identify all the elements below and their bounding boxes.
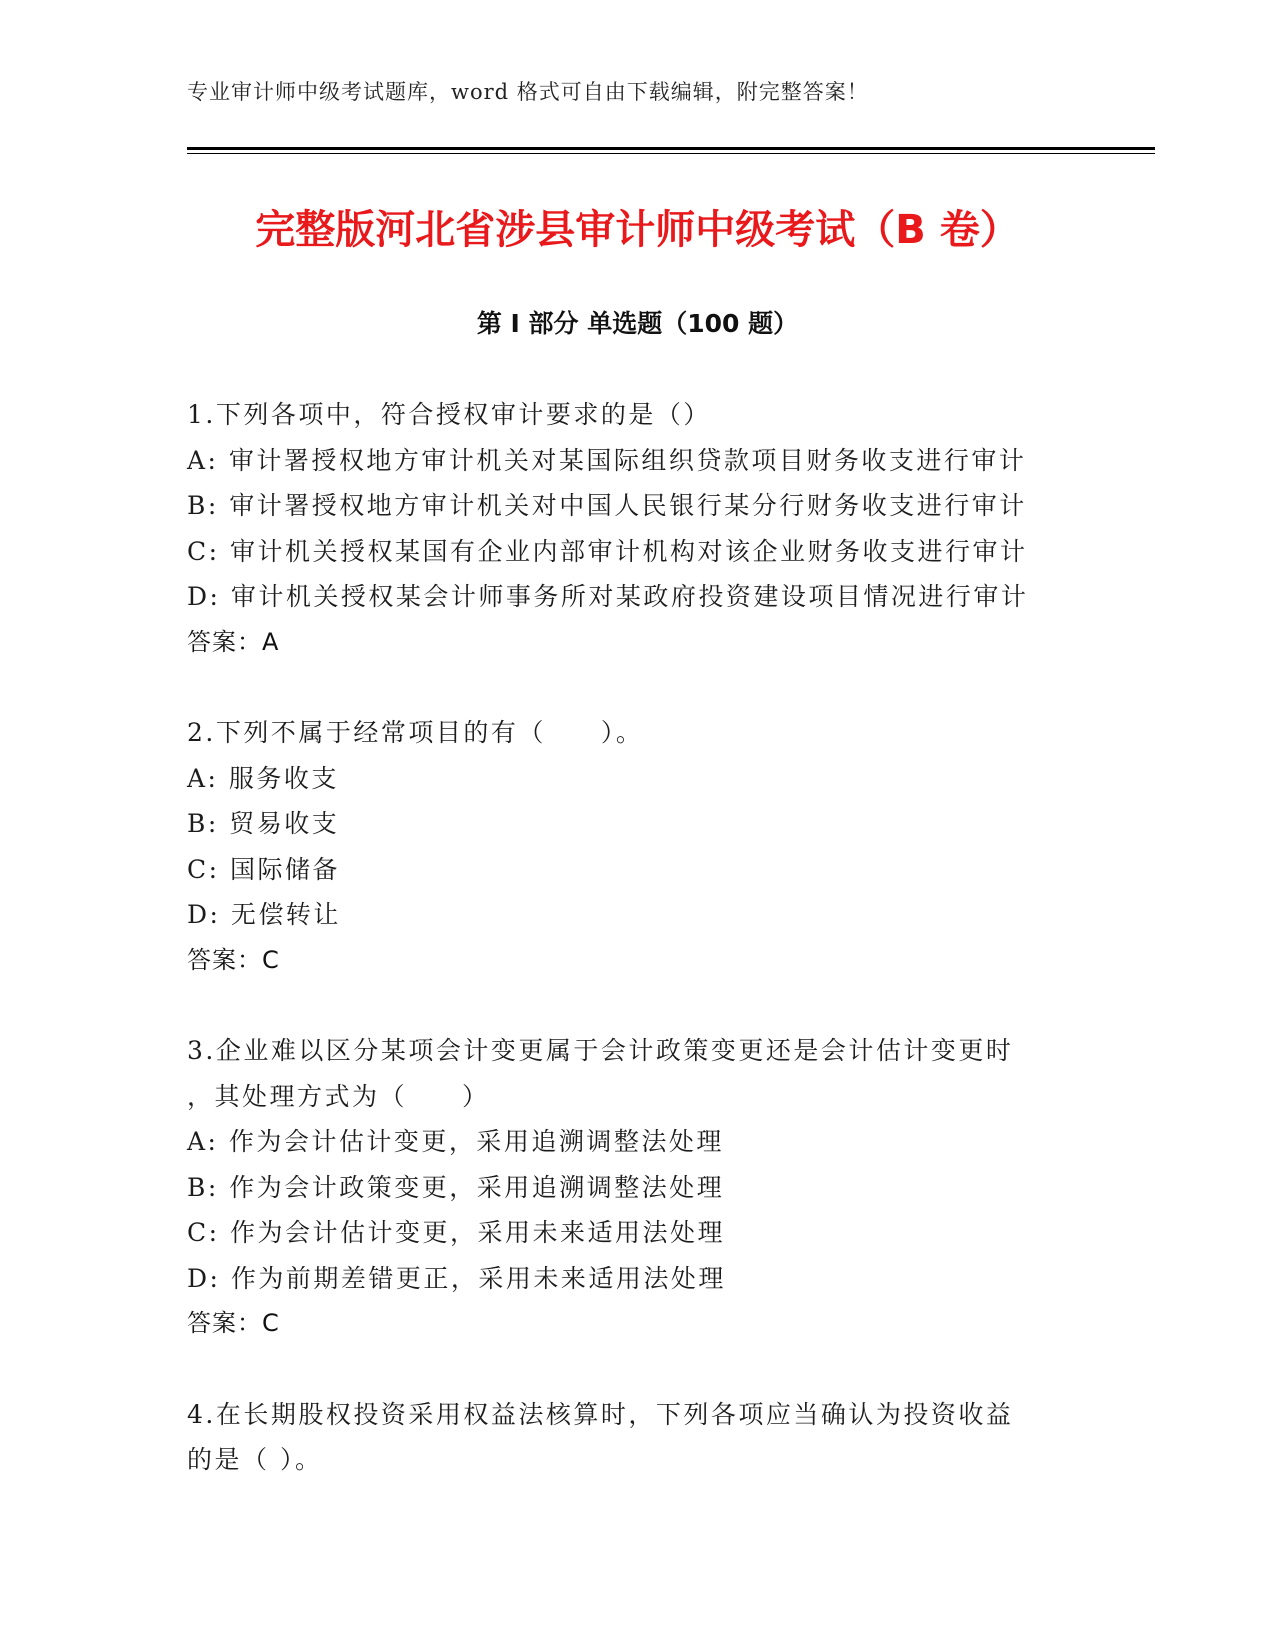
answer: 答案：C (187, 945, 280, 974)
question-4 (187, 1392, 1087, 1483)
answer: 答案：A (187, 627, 280, 656)
option-c: C: 审计机关授权某国有企业内部审计机构对该企业财务收支进行审计 (187, 536, 1028, 566)
question-stem: 1.下列各项中，符合授权审计要求的是（） (187, 400, 711, 429)
answer: 答案：C (187, 1309, 280, 1337)
option-a: A: 服务收支 (187, 763, 339, 793)
question-list (187, 392, 1087, 1528)
question-1 (187, 392, 1087, 665)
question-3 (187, 1028, 1087, 1347)
option-c: C: 作为会计估计变更，采用未来适用法处理 (187, 1218, 725, 1247)
header-note: 专业审计师中级考试题库，word 格式可自由下载编辑，附完整答案！ (187, 80, 869, 104)
document-title: 完整版河北省涉县审计师中级考试（B 卷） (255, 207, 1020, 253)
option-b: B: 作为会计政策变更，采用追溯调整法处理 (187, 1172, 725, 1202)
option-b: B: 审计署授权地方审计机关对中国人民银行某分行财务收支进行审计 (187, 491, 1027, 520)
question-stem-continued: 的是（ ）。 (187, 1445, 323, 1474)
option-a: A: 审计署授权地方审计机关对某国际组织贷款项目财务收支进行审计 (187, 445, 1027, 475)
question-stem: 4.在长期股权投资采用权益法核算时，下列各项应当确认为投资收益 (187, 1399, 1014, 1429)
question-stem: 2.下列不属于经常项目的有（ ）。 (187, 718, 644, 747)
header-divider-thin (187, 153, 1155, 154)
option-c: C: 国际储备 (187, 854, 340, 884)
option-d: D: 无偿转让 (187, 900, 341, 929)
header-divider-thick (187, 147, 1155, 150)
question-stem-continued: ，其处理方式为（ ） (187, 1081, 490, 1111)
section-title: 第 I 部分 单选题（100 题） (476, 309, 799, 338)
option-a: A: 作为会计估计变更，采用追溯调整法处理 (187, 1127, 724, 1156)
question-stem: 3.企业难以区分某项会计变更属于会计政策变更还是会计估计变更时 (187, 1036, 1014, 1065)
option-d: D: 作为前期差错更正，采用未来适用法处理 (187, 1263, 726, 1293)
question-2 (187, 710, 1087, 983)
option-b: B: 贸易收支 (187, 809, 340, 838)
option-d: D: 审计机关授权某会计师事务所对某政府投资建设项目情况进行审计 (187, 582, 1029, 611)
